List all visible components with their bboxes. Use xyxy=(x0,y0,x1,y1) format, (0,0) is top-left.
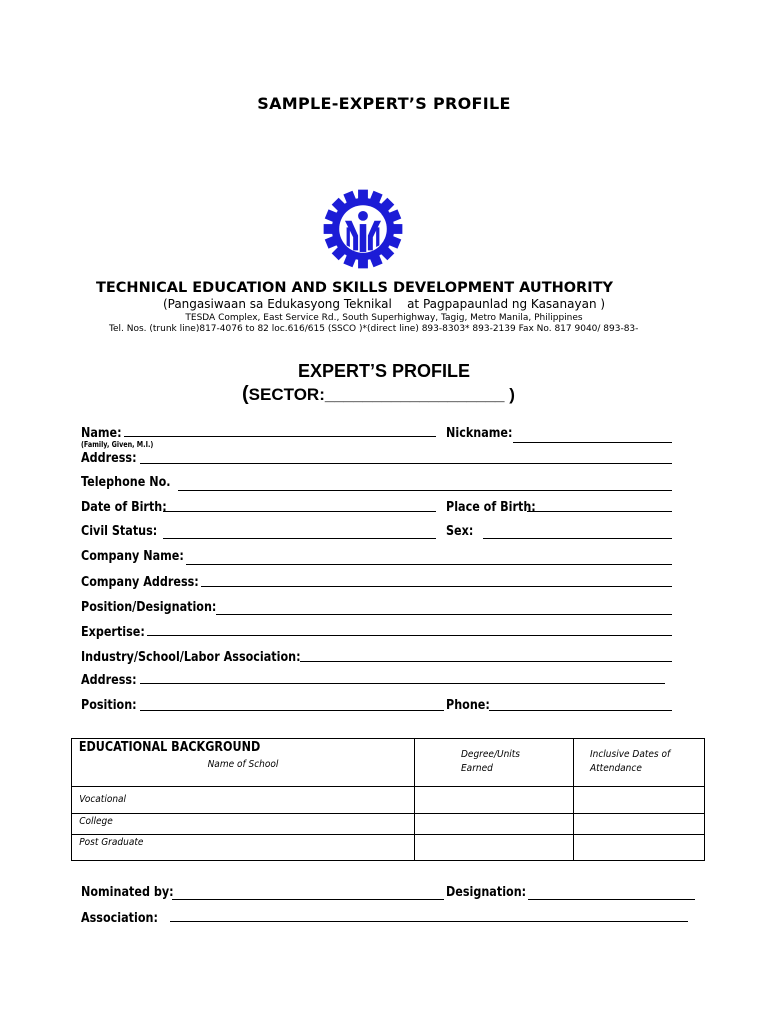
designation-label: Designation: xyxy=(446,885,527,900)
expertise-field[interactable] xyxy=(147,635,672,636)
college-degree-cell[interactable] xyxy=(415,814,574,835)
telephone-field[interactable] xyxy=(178,490,672,491)
degree-column-header-line2: Earned xyxy=(461,763,493,774)
table-row xyxy=(72,814,705,835)
position-label: Position: xyxy=(81,698,137,713)
tesda-gear-logo-icon xyxy=(322,188,404,270)
place-of-birth-label: Place of Birth: xyxy=(446,500,536,515)
address-field[interactable] xyxy=(140,463,672,464)
nickname-field[interactable] xyxy=(513,442,672,443)
civil-status-label: Civil Status: xyxy=(81,524,158,539)
expertise-label: Expertise: xyxy=(81,625,145,640)
company-address-label: Company Address: xyxy=(81,575,199,590)
school-header-cell xyxy=(72,739,415,787)
vocational-degree-cell[interactable] xyxy=(415,787,574,814)
organization-tagalog-name: (Pangasiwaan sa Edukasyong Teknikal at Pagpapaunlad ng Kasanayan ) xyxy=(162,297,606,311)
organization-address: TESDA Complex, East Service Rd., South Superhighway, Tagig, Metro Manila, Philippines xyxy=(185,313,583,323)
sector-label: SECTOR:___________________ ) xyxy=(248,385,515,404)
place-of-birth-field[interactable] xyxy=(527,511,672,512)
school-column-header: Name of School xyxy=(207,759,279,770)
phone-label: Phone: xyxy=(446,698,490,713)
company-name-field[interactable] xyxy=(186,564,672,565)
company-name-label: Company Name: xyxy=(81,549,184,564)
address-label: Address: xyxy=(81,451,137,466)
sex-field[interactable] xyxy=(483,538,672,539)
table-row xyxy=(72,835,705,861)
vocational-dates-cell[interactable] xyxy=(574,787,705,814)
degree-column-header-line1: Degree/Units xyxy=(461,749,521,760)
dates-column-header-line1: Inclusive Dates of xyxy=(590,749,671,760)
association-field[interactable] xyxy=(170,921,688,922)
association-address-field[interactable] xyxy=(140,683,665,684)
name-format-note: (Family, Given, M.I.) xyxy=(81,440,154,449)
nickname-label: Nickname: xyxy=(446,426,513,441)
post-graduate-degree-cell[interactable] xyxy=(415,835,574,861)
form-title: EXPERT’S PROFILE xyxy=(297,361,471,381)
nominated-by-label: Nominated by: xyxy=(81,885,174,900)
name-label: Name: xyxy=(81,426,122,441)
college-school-cell[interactable] xyxy=(72,814,415,835)
sex-label: Sex: xyxy=(446,524,474,539)
telephone-label: Telephone No. xyxy=(81,475,171,490)
row-label-vocational: Vocational xyxy=(79,794,127,805)
educational-background-table xyxy=(71,738,705,861)
post-graduate-dates-cell[interactable] xyxy=(574,835,705,861)
association-label: Association: xyxy=(81,911,158,926)
civil-status-field[interactable] xyxy=(163,538,436,539)
position-field[interactable] xyxy=(140,710,444,711)
name-field[interactable] xyxy=(124,436,436,437)
phone-field[interactable] xyxy=(489,710,672,711)
industry-association-field[interactable] xyxy=(300,661,672,662)
degree-header-cell xyxy=(415,739,574,787)
college-dates-cell[interactable] xyxy=(574,814,705,835)
vocational-school-cell[interactable] xyxy=(72,787,415,814)
table-header-row xyxy=(72,739,705,787)
dates-column-header-line2: Attendance xyxy=(590,763,642,774)
organization-contact-numbers: Tel. Nos. (trunk line)817-4076 to 82 loc.616/615 (SSCO )*(direct line) 893-8303* 893-2139 Fax No. 817 9040/ 893-83- xyxy=(109,324,639,334)
position-designation-label: Position/Designation: xyxy=(81,600,217,615)
industry-association-label: Industry/School/Labor Association: xyxy=(81,650,301,665)
designation-field[interactable] xyxy=(528,899,695,900)
organization-name: TECHNICAL EDUCATION AND SKILLS DEVELOPMENT AUTHORITY xyxy=(96,280,613,296)
date-of-birth-label: Date of Birth: xyxy=(81,500,167,515)
educational-background-heading: EDUCATIONAL BACKGROUND xyxy=(78,740,261,755)
sector-open-paren: ( xyxy=(242,383,249,405)
row-label-post-graduate: Post Graduate xyxy=(79,837,144,848)
row-label-college: College xyxy=(79,816,113,827)
company-address-field[interactable] xyxy=(201,586,672,587)
nominated-by-field[interactable] xyxy=(172,899,444,900)
association-address-label: Address: xyxy=(81,673,137,688)
date-of-birth-field[interactable] xyxy=(163,511,436,512)
table-row xyxy=(72,787,705,814)
dates-header-cell xyxy=(574,739,705,787)
position-designation-field[interactable] xyxy=(216,614,672,615)
sample-title: SAMPLE-EXPERT’S PROFILE xyxy=(257,94,511,113)
post-graduate-school-cell[interactable] xyxy=(72,835,415,861)
sector-field[interactable] xyxy=(242,383,515,406)
